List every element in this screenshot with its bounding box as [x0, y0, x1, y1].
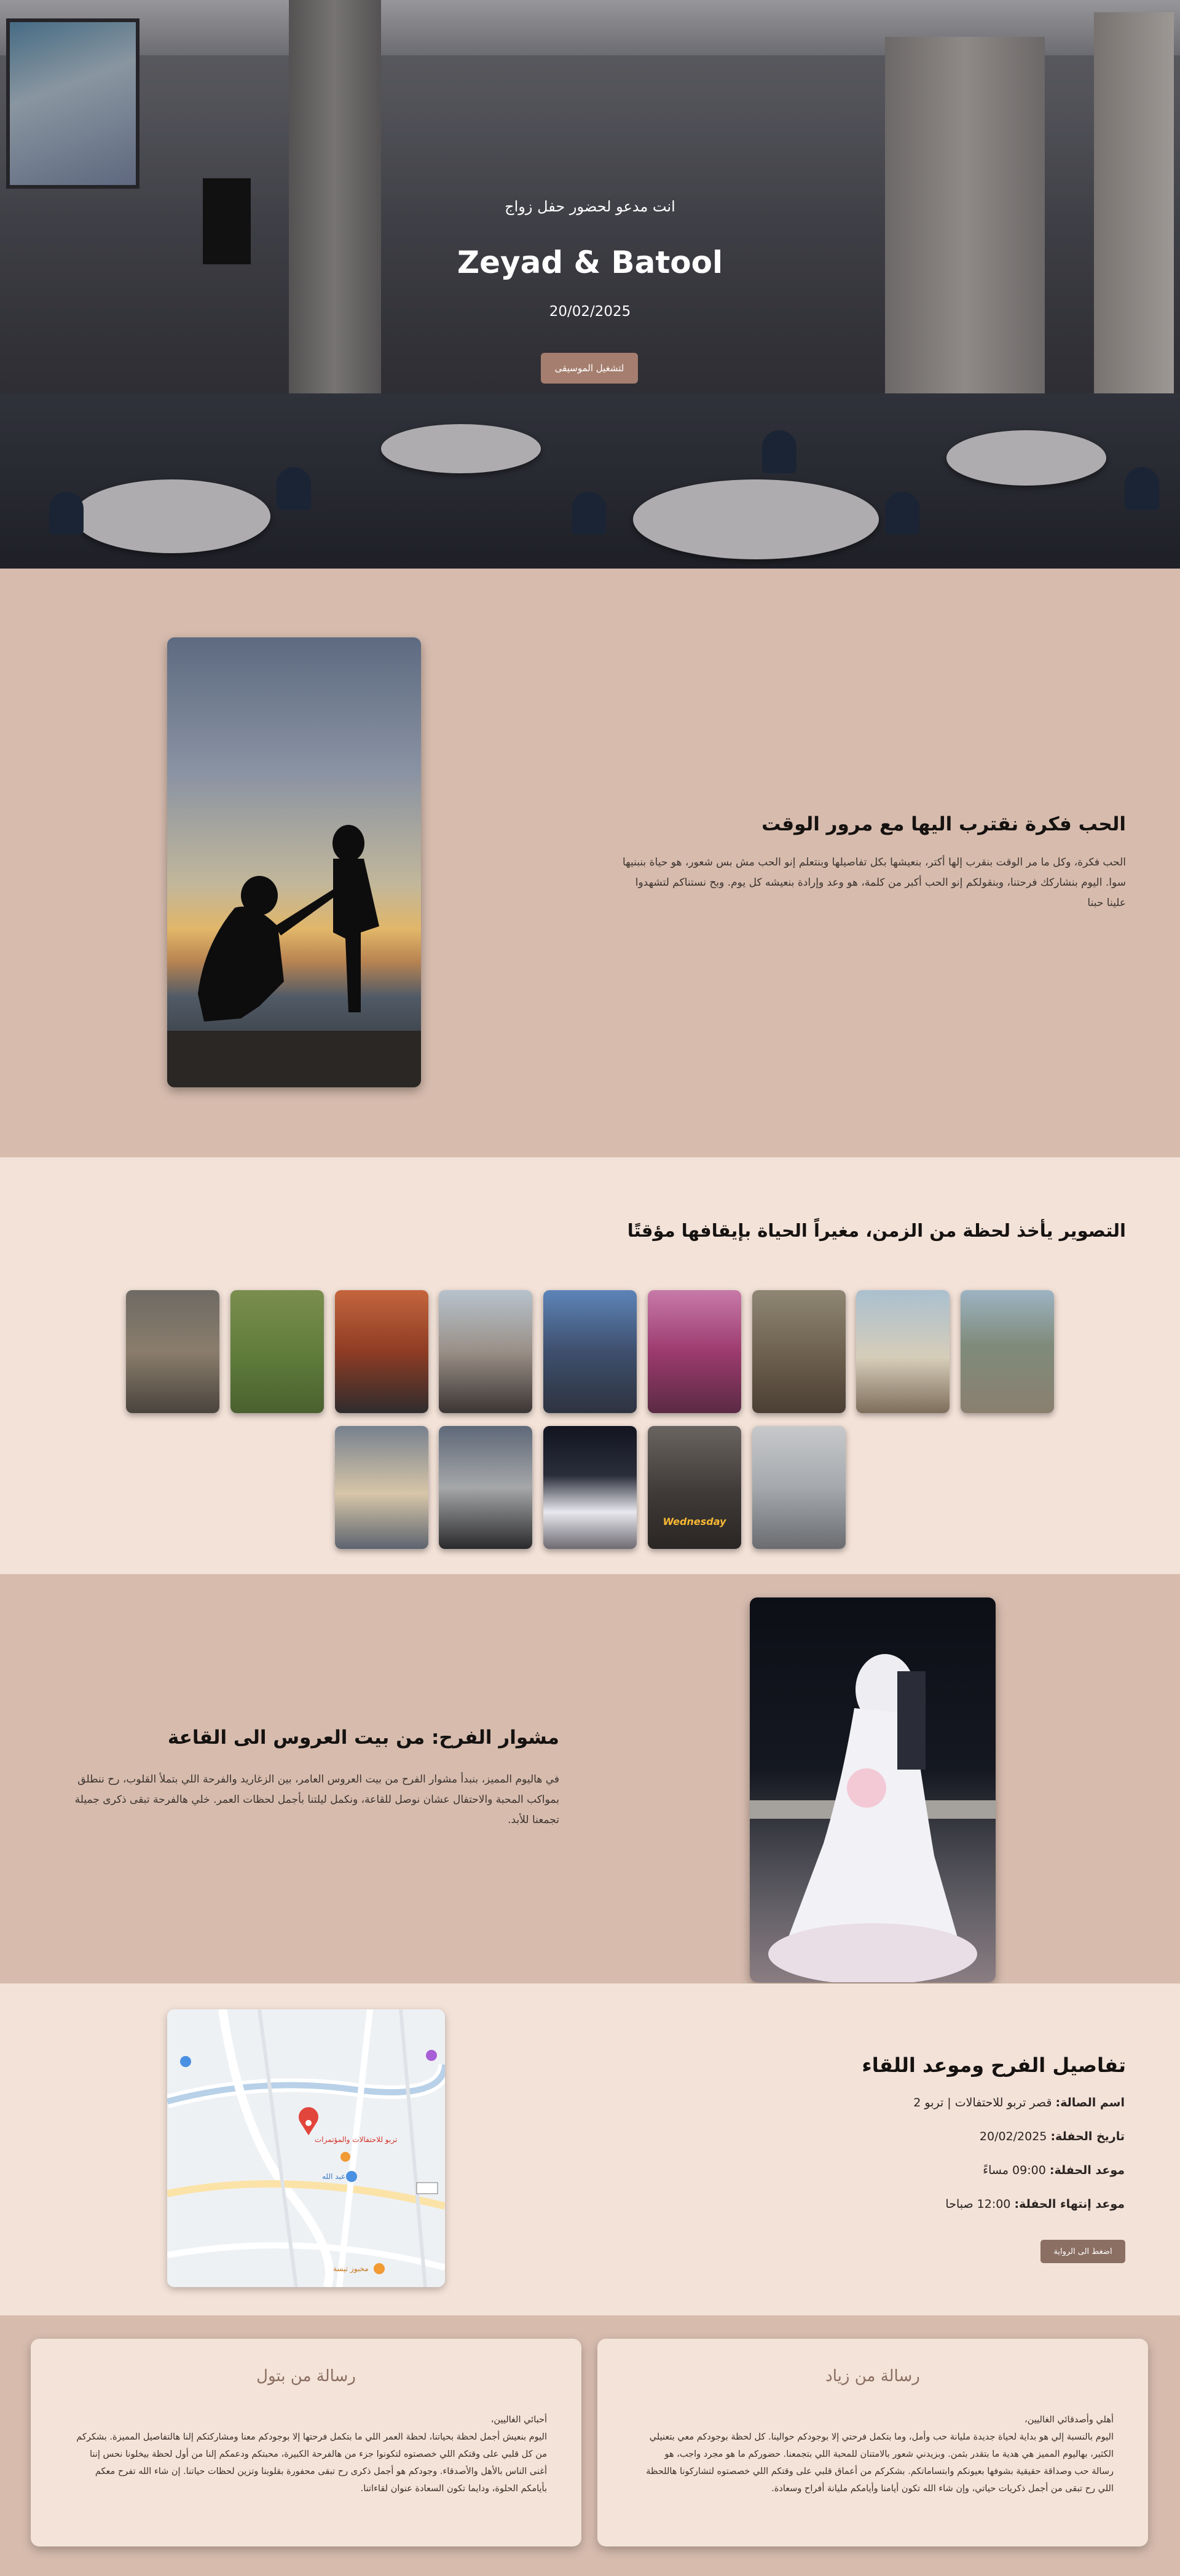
gallery-thumb[interactable] [335, 1426, 428, 1549]
gallery-thumb[interactable] [648, 1290, 741, 1413]
end-value: 12:00 صباحا [945, 2197, 1011, 2211]
gallery-thumb[interactable] [648, 1426, 741, 1549]
love-heading: الحب فكرة نقترب اليها مع مرور الوقت [761, 813, 1126, 835]
message-body [640, 2411, 1114, 2497]
message-card-batool [31, 2339, 581, 2546]
love-text: الحب فكرة، وكل ما مر الوقت بنقرب إلها أكتر، بنعيشها بكل تفاصيلها وبنتعلم إنو الحب مش بس شعور، هو حياة بنبنيها سوا. اليوم بنشاركك فرحتنا، وبنقولكم إنو الحب أكبر من كلمة، هو وعد وإرادة بنعيشه كل يوم. وبح نستناكم لتشهدوا علينا حبنا [622, 856, 1126, 909]
map-area-label: مخبوز تيسة [333, 2264, 369, 2273]
wednesday-caption: Wednesday [663, 1516, 726, 1527]
gallery-thumb[interactable] [335, 1290, 428, 1413]
details-heading: تفاصيل الفرح وموعد اللقاء [862, 2054, 1126, 2077]
gallery-thumb[interactable] [961, 1290, 1054, 1413]
gallery-thumb[interactable] [752, 1290, 846, 1413]
gallery-thumb[interactable] [856, 1290, 950, 1413]
hall-value: قصر تربو للاحتفالات | تربو 2 [913, 2096, 1052, 2109]
map-poi-label: عبد الله [322, 2172, 346, 2181]
hall-name-line [913, 2096, 1125, 2109]
invitation-subtitle: انت مدعو لحضور حفل زواج [505, 198, 675, 215]
couple-names: Zeyad & Batool [457, 245, 723, 280]
message-text: اليوم بالنسبة إلي هو بداية لحياة جديدة مليانة حب وأمل، وما بتكمل فرحتي إلا بوجودكم حوالينا. كل لحظة بوجودكم معي بتعنيلي الكثير، بهاليوم المميز هي هدية ما بتقدر بثمن. وبزيدني شعور بالامتنان للمحبة اللي بتجمعنا. حضوركم ما هو مجرد واجب، هو رسالة حب وصداقة حقيقية بشوفها بعيونكم وابتساماتكم. بشكركم من أعماق قلبي على وقتكم اللي خصصتوه لتشاركونا هاللحظة اللي رح تبقى من أجمل ذكريات حياتي، وإن شاء الله تكون أيامنا وأيامكم مليانة أفراح وسعادة. [646, 2432, 1114, 2494]
details-section [0, 1983, 1180, 2315]
venue-map[interactable] [167, 2009, 445, 2287]
location-button[interactable]: اضغط الى الرواية [1040, 2240, 1125, 2263]
date-label: تاريخ الحفلة: [1050, 2130, 1125, 2143]
gallery-thumb[interactable] [543, 1426, 637, 1549]
wedding-date: 20/02/2025 [549, 304, 631, 320]
gallery-thumb[interactable] [439, 1290, 532, 1413]
start-time-line [983, 2164, 1125, 2177]
gallery-thumb[interactable] [230, 1290, 324, 1413]
end-time-line [945, 2197, 1125, 2211]
message-text: اليوم بنعيش أجمل لحظة بحياتنا، لحظة العمر اللي ما بتكمل فرحتها إلا بوجودكم معنا ومشاركتكم إلنا هالتفاصيل المميزة. بشكركم من كل قلبي على وقتكم اللي خصصتوه لتكونوا جزء من هالفرحة الكبيرة، محبتكم ودعمكم إلنا من أول لحظة بيخلونا نحس إننا أغنى الناس بالأهل والأصدقاء. وجودكم هو أجمل ذكرى رح تبقى محفورة بقلوبنا وتزين لحظات حياتنا. إن شاء الله تفرح معكم بأيامكم الحلوة، ودايما تكون السعادة عنوان لقاءاتنا. [76, 2432, 547, 2494]
silhouette-graphic [167, 637, 421, 1087]
message-greeting: أحبائي الغاليين، [490, 2415, 547, 2425]
party-date-line [980, 2130, 1125, 2143]
hero-section [0, 0, 1180, 569]
start-value: 09:00 مساءً [983, 2164, 1046, 2177]
procession-heading: مشوار الفرح: من بيت العروس الى القاعة [167, 1727, 559, 1749]
hall-label: اسم الصالة: [1055, 2096, 1125, 2109]
message-greeting: أهلي وأصدقائي الغاليين، [1025, 2415, 1114, 2425]
message-body [74, 2411, 547, 2497]
gallery-thumb[interactable] [126, 1290, 219, 1413]
proposal-silhouette-photo [167, 637, 421, 1087]
message-title: رسالة من زياد [825, 2367, 920, 2385]
date-value: 20/02/2025 [979, 2130, 1047, 2143]
procession-text: في هاليوم المميز، بنبدأ مشوار الفرح من بيت العروس العامر، بين الزغاريد والفرحة اللي بتملأ القلوب، رح ننطلق بمواكب المحبة والاحتفال عشان نوصل للقاعة، ونكمل ليلتنا بأجمل لحظات العمر. خلي هالفرحة تبقى ذكرى جميلة تجمعنا للأبد. [74, 1773, 559, 1826]
gallery-thumb[interactable] [439, 1426, 532, 1549]
message-title: رسالة من بتول [256, 2367, 356, 2385]
gallery-thumb[interactable] [752, 1426, 846, 1549]
play-music-button[interactable]: لتشغيل الموسيقى [541, 353, 638, 384]
hero-overlay [0, 0, 1180, 569]
end-label: موعد إنتهاء الحفلة: [1014, 2197, 1125, 2211]
map-graphic [167, 2009, 445, 2287]
love-section [0, 569, 1180, 1157]
message-card-zeyad [597, 2339, 1148, 2546]
procession-section [0, 1574, 1180, 1983]
gallery-thumb[interactable] [543, 1290, 637, 1413]
bride-graphic [750, 1597, 996, 1982]
gallery-heading: التصوير يأخذ لحظة من الزمن، مغيراً الحياة بإيقافها مؤقتًا [627, 1220, 1126, 1241]
map-place-label: تربو للاحتفالات والمؤتمرات [315, 2135, 398, 2144]
start-label: موعد الحفلة: [1049, 2164, 1125, 2177]
bride-groom-photo [750, 1597, 996, 1982]
